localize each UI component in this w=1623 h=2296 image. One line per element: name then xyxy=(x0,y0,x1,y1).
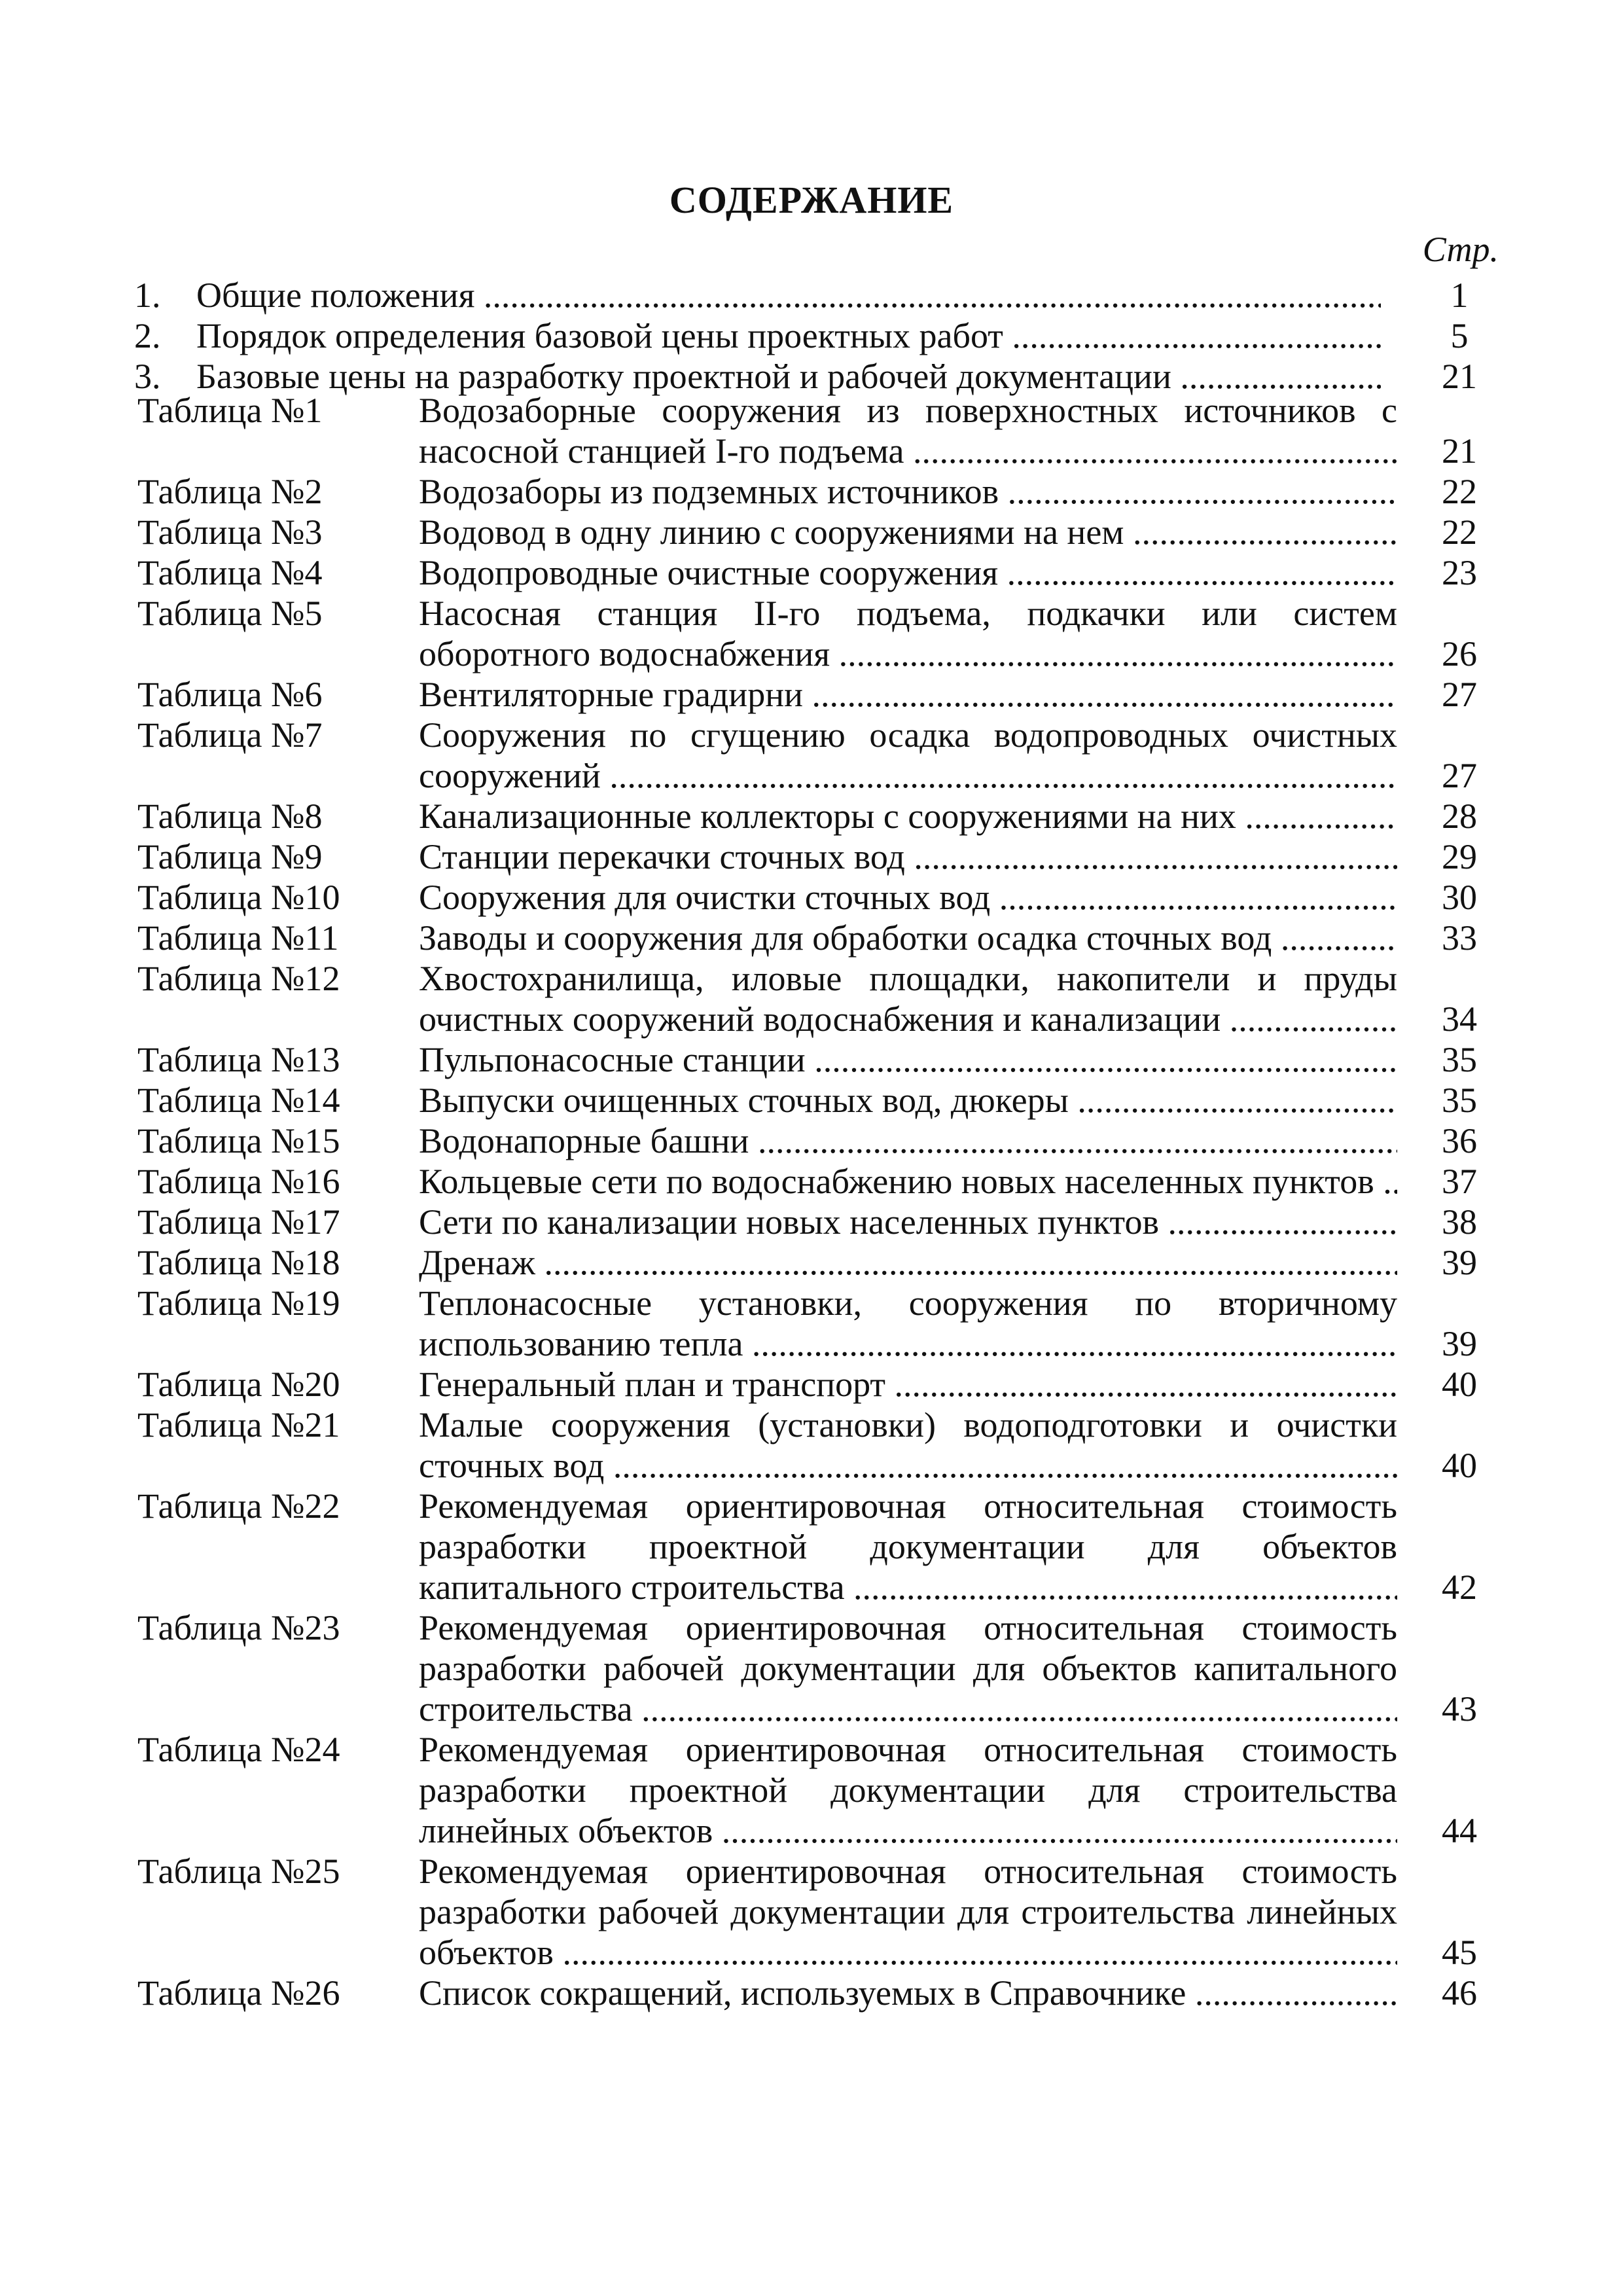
table-description-line: Водозаборы из подземных источников ..... xyxy=(419,471,1397,512)
table-description-line: Заводы и сооружения для обработки осадка сточных вод ..... xyxy=(419,918,1397,958)
page-number: 37 xyxy=(1442,1162,1477,1201)
page-column-header: Стр. xyxy=(1422,230,1499,269)
table-description-line: Сети по канализации новых населенных пунктов ..... xyxy=(419,1202,1397,1242)
page-title: СОДЕРЖАНИЕ xyxy=(669,179,954,221)
table-description-line: Сооружения по сгущению осадка водопроводных очистных xyxy=(419,715,1397,755)
table-description-line: Рекомендуемая ориентировочная относительная стоимость xyxy=(419,1608,1397,1647)
table-description-line: Генеральный план и транспорт ..... xyxy=(419,1364,1397,1405)
table-description-line: Водозаборные сооружения из поверхностных источников с xyxy=(419,391,1397,430)
page-number: 36 xyxy=(1442,1121,1477,1160)
table-description-line: использованию тепла ..... xyxy=(419,1323,1397,1364)
table-description xyxy=(419,1080,1397,1121)
page-number: 21 xyxy=(1442,431,1477,471)
table-description-line: Станции перекачки сточных вод ..... xyxy=(419,836,1397,877)
table-description-line: Водопроводные очистные сооружения ..... xyxy=(419,552,1397,593)
table-description xyxy=(419,1851,1397,1973)
table-description xyxy=(419,877,1397,918)
table-description xyxy=(419,1973,1397,2013)
table-description xyxy=(419,674,1397,715)
table-description-line: Список сокращений, используемых в Справочнике ..... xyxy=(419,1973,1397,2013)
table-description-line: Малые сооружения (установки) водоподготовки и очистки xyxy=(419,1405,1397,1444)
table-description xyxy=(419,958,1397,1039)
table-label: Таблица №11 xyxy=(137,918,339,958)
table-label: Таблица №12 xyxy=(137,959,340,998)
table-label: Таблица №10 xyxy=(137,878,340,917)
table-label: Таблица №3 xyxy=(137,512,323,552)
table-label: Таблица №9 xyxy=(137,837,323,876)
table-description-line: Вентиляторные градирни ..... xyxy=(419,674,1397,715)
page-number: 22 xyxy=(1442,512,1477,552)
page-number: 43 xyxy=(1442,1689,1477,1729)
page-number: 39 xyxy=(1442,1243,1477,1282)
page-number: 42 xyxy=(1442,1568,1477,1607)
page-number: 35 xyxy=(1442,1081,1477,1120)
table-label: Таблица №17 xyxy=(137,1202,340,1242)
table-description xyxy=(419,552,1397,593)
table-label: Таблица №15 xyxy=(137,1121,340,1160)
table-label: Таблица №16 xyxy=(137,1162,340,1201)
page-number: 5 xyxy=(1450,316,1469,355)
table-label: Таблица №25 xyxy=(137,1852,340,1891)
table-description-line: Теплонасосные установки, сооружения по вторичному xyxy=(419,1283,1397,1323)
table-label: Таблица №21 xyxy=(137,1405,340,1444)
table-description-line: очистных сооружений водоснабжения и канализации ..... xyxy=(419,999,1397,1039)
table-label: Таблица №26 xyxy=(137,1973,340,2013)
table-description-line: разработки рабочей документации для строительства линейных xyxy=(419,1892,1397,1931)
page-number: 22 xyxy=(1442,472,1477,511)
page-number: 39 xyxy=(1442,1324,1477,1363)
section-title-text: Базовые цены на разработку проектной и рабочей документации ..... xyxy=(196,356,1381,397)
section-title xyxy=(196,275,1381,315)
table-description-line: разработки рабочей документации для объектов капитального xyxy=(419,1649,1397,1688)
table-description xyxy=(419,1729,1397,1851)
section-number: 1. xyxy=(134,276,161,315)
table-description-line: линейных объектов ..... xyxy=(419,1810,1397,1851)
page-number: 1 xyxy=(1450,276,1469,315)
table-description-line: сооружений ..... xyxy=(419,755,1397,796)
table-label: Таблица №13 xyxy=(137,1040,340,1079)
table-description-line: оборотного водоснабжения ..... xyxy=(419,634,1397,674)
table-description xyxy=(419,471,1397,512)
table-description-line: Водонапорные башни ..... xyxy=(419,1121,1397,1161)
page-number: 27 xyxy=(1442,675,1477,714)
table-description xyxy=(419,918,1397,958)
table-label: Таблица №20 xyxy=(137,1365,340,1404)
table-description xyxy=(419,390,1397,471)
table-description-line: объектов ..... xyxy=(419,1932,1397,1973)
page-number: 34 xyxy=(1442,999,1477,1039)
table-description xyxy=(419,1121,1397,1161)
table-description xyxy=(419,593,1397,674)
table-description xyxy=(419,1242,1397,1283)
page-number: 46 xyxy=(1442,1973,1477,2013)
table-label: Таблица №8 xyxy=(137,797,323,836)
table-description xyxy=(419,1607,1397,1729)
table-description xyxy=(419,1486,1397,1607)
table-description-line: Сооружения для очистки сточных вод ..... xyxy=(419,877,1397,918)
table-description xyxy=(419,796,1397,836)
table-description-line: Канализационные коллекторы с сооружениями на них ..... xyxy=(419,796,1397,836)
table-description-line: Рекомендуемая ориентировочная относительная стоимость xyxy=(419,1486,1397,1526)
table-description-line: сточных вод ..... xyxy=(419,1445,1397,1486)
table-description-line: Хвостохранилища, иловые площадки, накопители и пруды xyxy=(419,959,1397,998)
table-label: Таблица №6 xyxy=(137,675,323,714)
table-label: Таблица №23 xyxy=(137,1608,340,1647)
table-description-line: Пульпонасосные станции ..... xyxy=(419,1039,1397,1080)
page-number: 21 xyxy=(1442,357,1477,396)
table-description xyxy=(419,1161,1397,1202)
section-number: 3. xyxy=(134,357,161,396)
table-label: Таблица №14 xyxy=(137,1081,340,1120)
page-number: 33 xyxy=(1442,918,1477,958)
table-description xyxy=(419,512,1397,552)
table-description-line: Кольцевые сети по водоснабжению новых населенных пунктов ..... xyxy=(419,1161,1397,1202)
page-number: 40 xyxy=(1442,1365,1477,1404)
table-description-line: насосной станцией I-го подъема ..... xyxy=(419,431,1397,471)
table-label: Таблица №4 xyxy=(137,553,323,592)
table-label: Таблица №19 xyxy=(137,1283,340,1323)
page-number: 29 xyxy=(1442,837,1477,876)
section-number: 2. xyxy=(134,316,161,355)
page-number: 23 xyxy=(1442,553,1477,592)
table-description xyxy=(419,1202,1397,1242)
table-label: Таблица №5 xyxy=(137,594,323,633)
table-description-line: Водовод в одну линию с сооружениями на нем ..... xyxy=(419,512,1397,552)
table-description-line: Выпуски очищенных сточных вод, дюкеры ..... xyxy=(419,1080,1397,1121)
table-description-line: Насосная станция II-го подъема, подкачки или систем xyxy=(419,594,1397,633)
section-title-text: Общие положения ..... xyxy=(196,275,1381,315)
page-number: 30 xyxy=(1442,878,1477,917)
page-number: 38 xyxy=(1442,1202,1477,1242)
table-description-line: разработки проектной документации для строительства xyxy=(419,1770,1397,1810)
table-label: Таблица №2 xyxy=(137,472,323,511)
page-number: 35 xyxy=(1442,1040,1477,1079)
table-description xyxy=(419,1283,1397,1364)
page-number: 45 xyxy=(1442,1933,1477,1972)
table-label: Таблица №24 xyxy=(137,1730,340,1769)
table-description xyxy=(419,1364,1397,1405)
table-description xyxy=(419,715,1397,796)
table-description-line: капитального строительства ..... xyxy=(419,1567,1397,1607)
page-number: 40 xyxy=(1442,1446,1477,1485)
page-number: 26 xyxy=(1442,634,1477,673)
table-description-line: Дренаж ..... xyxy=(419,1242,1397,1283)
table-description xyxy=(419,1039,1397,1080)
table-label: Таблица №22 xyxy=(137,1486,340,1526)
table-description-line: Рекомендуемая ориентировочная относительная стоимость xyxy=(419,1730,1397,1769)
table-description-line: строительства ..... xyxy=(419,1689,1397,1729)
table-label: Таблица №1 xyxy=(137,391,323,430)
section-title xyxy=(196,315,1381,356)
page-number: 27 xyxy=(1442,756,1477,795)
page-number: 44 xyxy=(1442,1811,1477,1850)
table-label: Таблица №7 xyxy=(137,715,323,755)
page-number: 28 xyxy=(1442,797,1477,836)
table-label: Таблица №18 xyxy=(137,1243,340,1282)
section-title-text: Порядок определения базовой цены проектных работ ..... xyxy=(196,315,1381,356)
table-description xyxy=(419,1405,1397,1486)
table-description-line: Рекомендуемая ориентировочная относительная стоимость xyxy=(419,1852,1397,1891)
table-description xyxy=(419,836,1397,877)
table-description-line: разработки проектной документации для объектов xyxy=(419,1527,1397,1566)
